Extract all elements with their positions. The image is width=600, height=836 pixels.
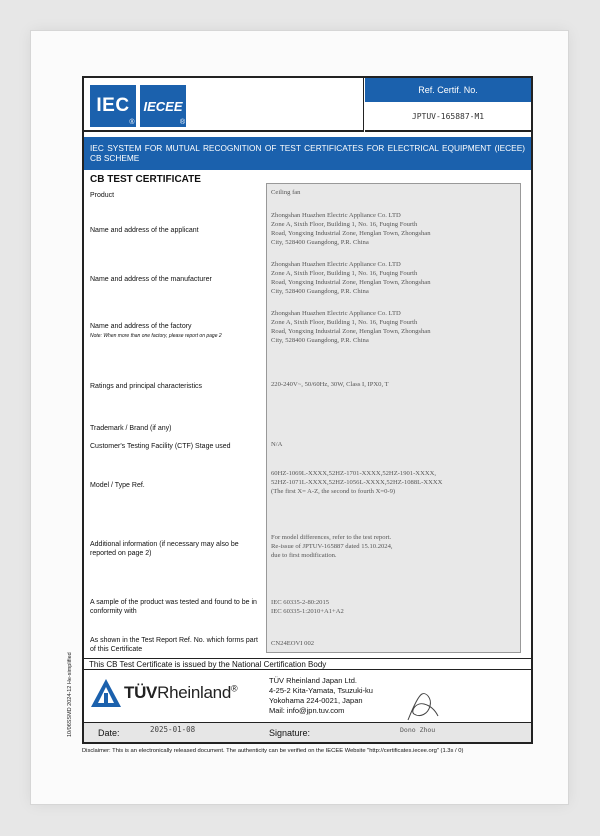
label-report: As shown in the Test Report Ref. No. which forms part of this Certificate [90, 637, 258, 653]
signature-label: Signature: [269, 728, 311, 738]
tuv-wordmark: TÜVRheinland® [124, 683, 238, 702]
scheme-banner: IEC SYSTEM FOR MUTUAL RECOGNITION OF TEST CERTIFICATES FOR ELECTRICAL EQUIPMENT (IECEE) CB SCHEME [84, 137, 531, 170]
value-report: CN24EOVI 002 [271, 640, 315, 647]
value-ratings: 220-240V~, 50/60Hz, 30W, Class I, IPX0, T [271, 381, 389, 388]
label-additional: Additional information (if necessary may also be reported on page 2) [90, 541, 239, 557]
label-product: Product [90, 192, 115, 199]
value-additional: For model differences, refer to the test report. Re-issue of JPTUV-165887 dated 15.10.2024, due to first modification. [271, 534, 393, 559]
label-ctf: Customer's Testing Facility (CTF) Stage used [90, 443, 231, 450]
cb-address [269, 676, 373, 716]
factory-note: Note: When more than one factory, please report on page 2 [90, 333, 222, 339]
label-applicant: Name and address of the applicant [90, 227, 199, 234]
address-line: 4-25-2 Kita-Yamata, Tsuzuki-ku [269, 686, 373, 695]
label-model: Model / Type Ref. [90, 482, 145, 489]
tuv-rheinland-logo [90, 675, 250, 711]
certificate-frame [82, 76, 533, 744]
label-manufacturer: Name and address of the manufacturer [90, 276, 212, 283]
tuv-triangle-icon [90, 678, 122, 708]
value-factory: Zhongshan Huazhen Electric Appliance Co. LTD Zone A, Sixth Floor, Building 1, No. 16, Fuqing Fourth Road, Yongxing Industrial Zone, Henglan Town, Zhongshan City, 528400 Guangdong, P.R. China [271, 310, 431, 344]
issued-by-statement: This CB Test Certificate is issued by the National Certification Body [84, 658, 531, 670]
label-sample: A sample of the product was tested and found to be in conformity with [90, 599, 257, 615]
ref-value: JPTUV-165887-M1 [411, 111, 485, 121]
value-sample: IEC 60335-2-80:2015 IEC 60335-1:2010+A1+A2 [271, 599, 344, 615]
label-trademark: Trademark / Brand (if any) [90, 425, 172, 432]
value-product: Ceiling fan [271, 189, 301, 196]
iecee-logo: IECEE ® [140, 85, 186, 127]
address-line: Mail: info@jpn.tuv.com [269, 706, 345, 715]
value-ctf: N/A [271, 441, 283, 448]
certificate-title: CB TEST CERTIFICATE [90, 174, 201, 185]
value-model: 60HZ-1069L-XXXX,52HZ-1701-XXXX,52HZ-1901-XXXX, 52HZ-1071L-XXXX,52HZ-1056L-XXXX,52HZ-1088L-XXXX (The first X= A-Z, the second to fourth X=0-9) [271, 470, 443, 495]
address-line: Yokohama 224-0021, Japan [269, 696, 363, 705]
date-label: Date: [98, 728, 120, 738]
signer-name: Dono Zhou [400, 726, 436, 734]
logo-area [84, 78, 364, 132]
label-factory [90, 322, 265, 341]
address-line: TÜV Rheinland Japan Ltd. [269, 676, 357, 685]
content-box [266, 183, 521, 653]
side-form-code: 10/06SSMD 2024-12 He-simplified [67, 652, 73, 737]
value-manufacturer: Zhongshan Huazhen Electric Appliance Co. LTD Zone A, Sixth Floor, Building 1, No. 16, Fuqing Fourth Road, Yongxing Industrial Zone, Henglan Town, Zhongshan City, 528400 Guangdong, P.R. China [271, 261, 431, 295]
label-ratings: Ratings and principal characteristics [90, 383, 203, 390]
value-applicant: Zhongshan Huazhen Electric Appliance Co. LTD Zone A, Sixth Floor, Building 1, No. 16, Fuqing Fourth Road, Yongxing Industrial Zone, Henglan Town, Zhongshan City, 528400 Guangdong, P.R. China [271, 212, 431, 246]
date-value: 2025-01-08 [150, 725, 196, 734]
factory-label-text: Name and address of the factory [90, 323, 192, 330]
disclaimer: Disclaimer: This is an electronically released document. The authenticity can be verified on the IECEE Website "http://certificates.iecee.org" (1.3s / 0) [82, 748, 464, 754]
handwritten-signature [402, 690, 442, 724]
iec-logo: IEC ® [90, 85, 136, 127]
ref-label: Ref. Certif. No. [365, 78, 531, 102]
date-signature-row [84, 722, 531, 742]
ref-certif-box [365, 78, 531, 132]
